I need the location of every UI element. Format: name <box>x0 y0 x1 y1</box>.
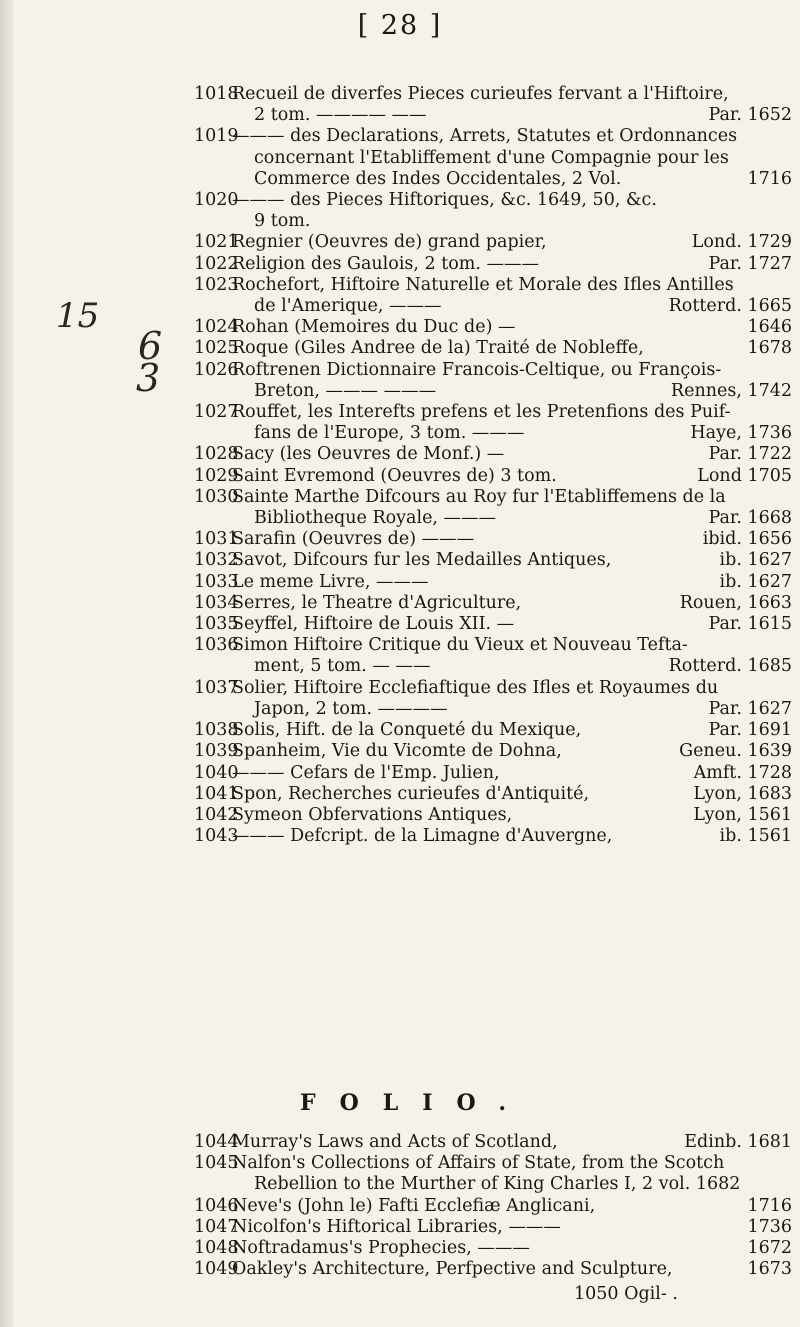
entry-line <box>232 360 792 381</box>
catalogue-entry <box>194 826 792 847</box>
entry-number: 1020 <box>194 190 239 211</box>
entry-line <box>232 678 792 699</box>
entry-line <box>232 126 792 147</box>
entry-number: 1025 <box>194 338 239 359</box>
catalogue-entry <box>194 677 792 720</box>
entry-imprint: Rouen, 1663 <box>679 592 792 613</box>
entry-imprint: Par. 1668 <box>708 508 792 529</box>
entry-imprint: Lond. 1729 <box>691 232 792 253</box>
page-number-header: [ 28 ] <box>357 10 443 41</box>
entry-imprint: ib. 1627 <box>719 571 792 592</box>
entry-imprint: 1646 <box>747 317 792 338</box>
catalogue-entry <box>194 190 792 232</box>
entry-line <box>232 593 792 614</box>
entry-line <box>232 1259 792 1280</box>
entry-imprint: Par. 1627 <box>708 698 792 719</box>
catalogue-entry <box>194 1195 792 1217</box>
entry-text: ment, 5 tom. — —— <box>254 656 431 677</box>
entry-line <box>232 148 792 169</box>
catalogue-entries <box>194 84 792 847</box>
entry-line <box>232 1174 792 1195</box>
entry-number: 1034 <box>194 592 239 613</box>
entry-imprint: 1678 <box>747 338 792 359</box>
entry-number: 1033 <box>194 571 239 592</box>
entry-number: 1028 <box>194 444 239 465</box>
entry-text: 2 tom. ———— —— <box>254 105 427 126</box>
entry-line <box>232 1132 792 1153</box>
entry-number: 1031 <box>194 529 239 550</box>
entry-number: 1038 <box>194 720 239 741</box>
entry-number: 1019 <box>194 126 239 147</box>
entry-line <box>232 508 792 529</box>
catalogue-entry <box>194 1216 792 1238</box>
entry-text: fans de l'Europe, 3 tom. ——— <box>254 423 525 444</box>
entry-text: Roque (Giles Andree de la) Traité de Nobleffe, <box>232 338 644 359</box>
catalogue-entry <box>194 274 792 317</box>
entry-text: Rouffet, les Interefts prefens et les Pretenfions des Puif- <box>232 402 731 423</box>
entry-line <box>232 296 792 317</box>
entry-imprint: 1716 <box>747 1195 792 1216</box>
catalogue-entry <box>194 444 792 465</box>
entry-number: 1042 <box>194 804 239 825</box>
entry-number: 1044 <box>194 1132 239 1152</box>
entry-line <box>232 699 792 720</box>
entry-imprint: Rotterd. 1685 <box>668 656 792 677</box>
entry-imprint: Haye, 1736 <box>690 423 792 444</box>
entry-number: 1040 <box>194 762 239 783</box>
entry-line <box>232 805 792 826</box>
entry-text: Spanheim, Vie du Vicomte de Dohna, <box>232 741 562 762</box>
entry-imprint: Amft. 1728 <box>693 762 792 783</box>
entry-text: Serres, le Theatre d'Agriculture, <box>232 592 522 613</box>
entry-text: Recueil de diverfes Pieces curieufes fervant a l'Hiftoire, <box>232 84 729 104</box>
entry-line <box>232 466 792 487</box>
entry-text: Le meme Livre, ——— <box>232 571 429 592</box>
catalogue-entry <box>194 804 792 826</box>
entry-number: 1023 <box>194 274 239 295</box>
entry-text: Roftrenen Dictionnaire Francois-Celtique, ou François- <box>232 359 722 380</box>
entry-text: Oakley's Architecture, Perfpective and Sculpture, <box>232 1259 673 1280</box>
catalogue-entry <box>194 232 792 253</box>
entry-number: 1045 <box>194 1153 239 1174</box>
entry-text: Noftradamus's Prophecies, ——— <box>232 1238 530 1259</box>
entry-number: 1049 <box>194 1259 239 1280</box>
catalogue-entry <box>194 402 792 444</box>
entry-text: Nicolfon's Hiftorical Libraries, ——— <box>232 1216 561 1237</box>
entry-number: 1037 <box>194 677 239 698</box>
entry-number: 1046 <box>194 1195 239 1216</box>
entry-line <box>232 105 792 126</box>
entry-line <box>232 1217 792 1238</box>
entry-text: Simon Hiftoire Critique du Vieux et Nouveau Tefta- <box>232 635 688 656</box>
entry-line <box>232 529 792 550</box>
section-title-folio: FOLIO. <box>300 1090 531 1116</box>
entry-text: Commerce des Indes Occidentales, 2 Vol. <box>254 168 622 189</box>
entry-line <box>232 190 792 211</box>
entry-text: ——— des Pieces Hiftoriques, &c. 1649, 50, &c. <box>232 190 657 211</box>
catalogue-entry <box>194 762 792 784</box>
entry-imprint: Par. 1691 <box>708 720 792 741</box>
entry-line <box>232 550 792 571</box>
entry-line <box>232 381 792 402</box>
entry-number: 1032 <box>194 550 239 571</box>
entry-imprint: 1736 <box>747 1216 792 1237</box>
catalogue-entry <box>194 550 792 571</box>
margin-note-6: 6 <box>138 324 163 368</box>
entry-imprint: 1716 <box>747 168 792 189</box>
entry-imprint: Lyon, 1683 <box>693 783 792 804</box>
catalogue-entry <box>194 529 792 550</box>
entry-number: 1018 <box>194 84 239 104</box>
catalogue-entry <box>194 84 792 126</box>
entry-number: 1029 <box>194 465 239 486</box>
entry-imprint: ib. 1627 <box>719 550 792 571</box>
catalogue-entry <box>194 465 792 487</box>
entry-text: Japon, 2 tom. ———— <box>254 698 448 719</box>
entry-text: ——— des Declarations, Arrets, Statutes et Ordonnances <box>232 126 738 147</box>
entry-text: Saint Evremond (Oeuvres de) 3 tom. <box>232 465 557 486</box>
entry-imprint: Par. 1652 <box>708 105 792 126</box>
entry-line <box>232 720 792 741</box>
catalogue-entry <box>194 338 792 359</box>
entry-imprint: ibid. 1656 <box>702 529 792 550</box>
entry-line <box>232 232 792 253</box>
entry-text: Sainte Marthe Difcours au Roy fur l'Etabliffemens de la <box>232 486 726 507</box>
entry-number: 1048 <box>194 1238 239 1259</box>
entry-line <box>232 741 792 762</box>
entry-line <box>232 1238 792 1259</box>
entry-imprint: Par. 1727 <box>708 253 792 274</box>
catalogue-entry <box>194 126 792 190</box>
entry-line <box>232 635 792 656</box>
entry-line <box>232 317 792 338</box>
entry-line <box>232 784 792 805</box>
catalogue-entry <box>194 783 792 805</box>
entry-number: 1043 <box>194 826 239 847</box>
entry-text: Breton, ——— ——— <box>254 380 437 401</box>
entry-line <box>232 402 792 423</box>
catalogue-entry <box>194 741 792 762</box>
entry-text: ——— Defcript. de la Limagne d'Auvergne, <box>232 826 613 847</box>
entry-imprint: Rotterd. 1665 <box>668 296 792 317</box>
entry-text: Solis, Hift. de la Conqueté du Mexique, <box>232 720 582 741</box>
entry-line <box>232 656 792 677</box>
entry-number: 1030 <box>194 486 239 507</box>
catalogue-entry <box>194 1259 792 1280</box>
catalogue-entry <box>194 1132 792 1153</box>
entry-imprint: ib. 1561 <box>719 826 792 847</box>
entry-text: Rochefort, Hiftoire Naturelle et Morale des Ifles Antilles <box>232 274 734 295</box>
entry-text: Sarafin (Oeuvres de) ——— <box>232 529 475 550</box>
entry-line <box>232 1196 792 1217</box>
entry-text: Neve's (John le) Fafti Ecclefiæ Anglicani, <box>232 1195 596 1216</box>
margin-note-3: 3 <box>136 356 161 400</box>
entry-text: 9 tom. <box>254 211 311 232</box>
entry-line <box>232 614 792 635</box>
entry-text: de l'Amerique, ——— <box>254 296 442 317</box>
entry-number: 1047 <box>194 1216 239 1237</box>
catalogue-entry <box>194 614 792 635</box>
entry-number: 1021 <box>194 232 239 253</box>
entry-number: 1036 <box>194 635 239 656</box>
entry-text: Savot, Difcours fur les Medailles Antiques, <box>232 550 612 571</box>
entry-line <box>232 572 792 593</box>
entry-line <box>232 254 792 275</box>
entry-text: Murray's Laws and Acts of Scotland, <box>232 1132 558 1152</box>
entry-number: 1022 <box>194 253 239 274</box>
entry-line <box>232 423 792 444</box>
entry-line <box>232 84 792 105</box>
catalogue-entry <box>194 486 792 529</box>
entry-text: Nalfon's Collections of Affairs of State, from the Scotch <box>232 1153 725 1174</box>
entry-imprint: Lond 1705 <box>697 465 792 486</box>
entry-line <box>232 1153 792 1174</box>
entry-line <box>232 211 792 232</box>
entry-number: 1035 <box>194 614 239 635</box>
catchword: 1050 Ogil- . <box>574 1284 678 1304</box>
entry-line <box>232 763 792 784</box>
entry-text: ——— Cefars de l'Emp. Julien, <box>232 762 500 783</box>
catalogue-entry <box>194 720 792 741</box>
entry-imprint: 1673 <box>747 1259 792 1280</box>
entry-imprint: 1672 <box>747 1238 792 1259</box>
entry-line <box>232 338 792 359</box>
catalogue-entry <box>194 1153 792 1195</box>
entry-number: 1039 <box>194 741 239 762</box>
entry-number: 1027 <box>194 402 239 423</box>
entry-text: Bibliotheque Royale, ——— <box>254 508 497 529</box>
entry-imprint: Geneu. 1639 <box>679 741 792 762</box>
catalogue-entry <box>194 592 792 614</box>
entry-imprint: Par. 1722 <box>708 444 792 465</box>
entry-text: Spon, Recherches curieufes d'Antiquité, <box>232 783 590 804</box>
folio-entries <box>194 1132 792 1280</box>
entry-number: 1024 <box>194 317 239 338</box>
entry-text: Seyffel, Hiftoire de Louis XII. — <box>232 614 515 635</box>
entry-line <box>232 487 792 508</box>
entry-line <box>232 275 792 296</box>
entry-text: Sacy (les Oeuvres de Monf.) — <box>232 444 505 465</box>
page-binding-edge <box>0 0 14 1327</box>
entry-imprint: Par. 1615 <box>708 614 792 635</box>
catalogue-entry <box>194 317 792 338</box>
catalogue-entry <box>194 635 792 677</box>
entry-number: 1026 <box>194 359 239 380</box>
entry-line <box>232 169 792 190</box>
entry-imprint: Rennes, 1742 <box>670 380 792 401</box>
entry-number: 1041 <box>194 783 239 804</box>
catalogue-entry <box>194 253 792 275</box>
entry-text: Religion des Gaulois, 2 tom. ——— <box>232 253 540 274</box>
catalogue-entry <box>194 571 792 593</box>
entry-line <box>232 826 792 847</box>
entry-imprint: Edinb. 1681 <box>684 1132 792 1152</box>
entry-text: Solier, Hiftoire Ecclefiaftique des Ifles et Royaumes du <box>232 677 719 698</box>
entry-text: Regnier (Oeuvres de) grand papier, <box>232 232 547 253</box>
entry-text: concernant l'Etabliffement d'une Compagnie pour les <box>254 147 729 168</box>
margin-note-15: 15 <box>56 296 100 336</box>
catalogue-entry <box>194 359 792 402</box>
entry-text: Rebellion to the Murther of King Charles I, 2 vol. 1682 <box>254 1174 741 1195</box>
entry-line <box>232 444 792 465</box>
catalogue-entry <box>194 1238 792 1259</box>
entry-text: Symeon Obfervations Antiques, <box>232 804 513 825</box>
entry-imprint: Lyon, 1561 <box>693 804 792 825</box>
entry-text: Rohan (Memoires du Duc de) — <box>232 317 516 338</box>
